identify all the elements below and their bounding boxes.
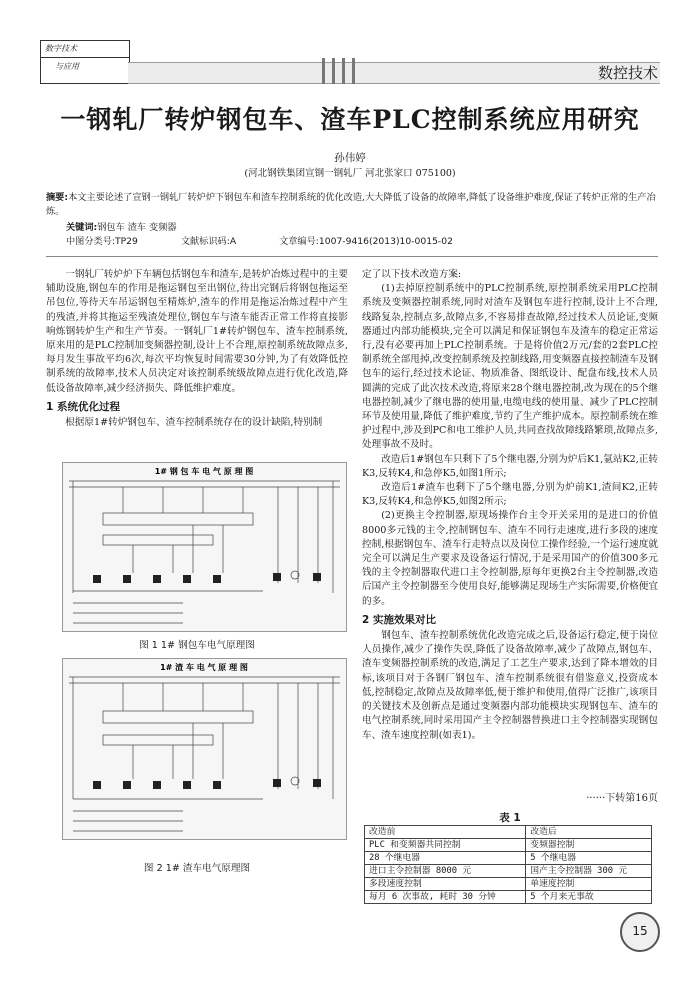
table-cell: 变频器控制	[526, 839, 652, 852]
table-cell: 单速度控制	[526, 878, 652, 891]
figure-2	[62, 658, 347, 840]
table-cell: 5 个月来无事故	[526, 891, 652, 904]
table-cell: 多段速度控制	[365, 878, 526, 891]
table-1	[364, 825, 652, 904]
figure-2-caption: 图 2 1# 渣车电气原理图	[143, 863, 251, 874]
affiliation: (河北钢铁集团宣钢一钢轧厂 河北张家口 075100)	[244, 168, 456, 179]
table-cell: 进口主令控制器 8000 元	[365, 865, 526, 878]
table-row	[365, 839, 652, 852]
figure-1	[62, 462, 347, 632]
figure-1-schematic	[63, 463, 346, 631]
abstract	[46, 191, 658, 218]
author: 孙伟婷	[334, 152, 366, 164]
right-paragraph-1: 定了以下技术改造方案:	[362, 269, 462, 280]
table-header-row	[365, 826, 652, 839]
table-row	[365, 891, 652, 904]
table-cell: 每月 6 次事故, 耗时 30 分钟	[365, 891, 526, 904]
table-cell: 5 个继电器	[526, 852, 652, 865]
section-1-heading: 1 系统优化过程	[46, 400, 120, 413]
header-tick	[352, 58, 355, 84]
section-2-heading: 2 实施效果对比	[362, 613, 436, 626]
table-1-caption: 表 1	[499, 812, 521, 824]
figure-1-title: 1# 钢 包 车 电 气 原 理 图	[154, 467, 254, 476]
table-cell: 国产主令控制器 300 元	[526, 865, 652, 878]
continued-note: ······下转第16页	[586, 793, 658, 804]
classification-line	[66, 233, 493, 247]
header-tick	[342, 58, 345, 84]
document-code: 文献标识码:A	[180, 236, 237, 247]
paper-title: 一钢轧厂转炉钢包车、渣车PLC控制系统应用研究	[60, 105, 640, 134]
right-paragraph-3: 改造后1#钢包车只剩下了5个继电器,分别为炉后K1,氩站K2,正转K3,反转K4,和急停K5,如图1所示;	[362, 453, 658, 479]
right-paragraph-5: (2)更换主令控制器,原现场操作台主令开关采用的是进口的价值8000多元钱的主令,控制钢包车、渣车不同行走速度,进行多段的速度控制,根据钢包车、渣车行走特点以及岗位工操作经验,一个运行速度就完全可以满足生产要求及设备运行情况,于是采用国产的价值300多元钱的主令控制器取代进口主令控制器,原每年更换2台主令控制器,改造后国产主令控制器至今使用良好,能够满足现场生产实际需要,价格便宜的多。	[362, 510, 658, 607]
journal-logo	[40, 40, 130, 84]
logo-line-1: 数字技术	[45, 44, 77, 53]
classification-number: 中图分类号:TP29	[66, 236, 138, 247]
header-bar	[128, 62, 660, 84]
section-1-paragraph: 根据原1#转炉钢包车、渣车控制系统存在的设计缺陷,特别制	[65, 417, 323, 429]
table-cell: PLC 和变频器共同控制	[365, 839, 526, 852]
logo-line-2: 与应用	[55, 62, 79, 71]
table-cell: 28 个继电器	[365, 852, 526, 865]
right-paragraph-6: 钢包车、渣车控制系统优化改造完成之后,设备运行稳定,便于岗位人员操作,减少了操作失误,降低了设备故障率,减少了故障点,钢包车、渣车变频器控制系统的改造,满足了工艺生产要求,达到了降本增效的目标,该项目对于各钢厂钢包车、渣车控制系统很有借鉴意义,投资成本低,控制稳定,故障点及故障率低,便于维护和使用,值得广泛推广,该项目的关键技术及创新点是通过变频器内部功能模块实现钢包车、渣车的电气控制系统,同时采用国产主令控制器替换进口主令控制器实现钢包车、渣车速度控制(如表1)。	[362, 630, 658, 741]
page-number-badge	[620, 912, 660, 952]
keywords-label: 关键词:	[66, 222, 98, 233]
figure-2-title: 1# 渣 车 电 气 原 理 图	[160, 663, 248, 672]
right-column	[362, 268, 658, 743]
table-row	[365, 865, 652, 878]
header-tick	[332, 58, 335, 84]
right-paragraph-2: (1)去掉原控制系统中的PLC控制系统,原控制系统采用PLC控制系统及变频器控制系统,同时对渣车及钢包车进行控制,设计上不合理,线路复杂,控制点多,故障点多,不容易排查故障,经过技术人员论证,变频器通过内部功能模块,完全可以满足和保证钢包车及渣车的稳定正常运行,没有必要再加上PLC控制系统。于是将价值2万元/套的2套PLC控制系统全部甩掉,改变控制系统及控制线路,用变频器直接控制渣车及钢包车的运行,经过技术论证、物质准备、图纸设计、配盘布线,技术人员圆满的完成了此次技术改造,将原来28个继电器控制,改为现在的5个继电器控制,减少了继电器的使用量,电缆电线的使用量、减少了PLC控制环节及使用量,降低了维护难度,节约了生产维护成本。原控制系统在维护过程中,涉及到PC和电工维护人员,共同查找故障线路繁琐,故障点多,处理事故不及时。	[362, 283, 658, 451]
left-column	[46, 268, 348, 430]
article-number: 文章编号:1007-9416(2013)10-0015-02	[279, 236, 453, 247]
intro-paragraph: 一钢轧厂转炉炉下车辆包括钢包车和渣车,是转炉冶炼过程中的主要辅助设施,钢包车的作用是拖运钢包至出钢位,待出完钢后将钢包拖运至吊包位,等待天车吊运钢包至精炼炉,渣车的作用是拖运冶炼过程中产生的残渣,并将其拖运至残渣处理位,钢包车与渣车能否正常工作将直接影响炼钢转炉生产和生产节奏。一钢轧厂1#转炉钢包车、渣车控制系统,原来用的是PLC控制加变频器控制,设计上不合理,原控制系统故障点多,每月发生事故平均6次,每次平均恢复时间需要30分钟,为了有效降低控制系统的故障率,技术人员决定对该控制系统级故障点进行优化改造,降低设备故障率,减少经济损失、降低维护难度。	[46, 269, 348, 394]
table-header-cell: 改造后	[526, 826, 652, 839]
table-row	[365, 878, 652, 891]
figure-1-caption: 图 1 1# 钢包车电气原理图	[139, 640, 255, 651]
table-header-cell: 改造前	[365, 826, 526, 839]
figure-2-schematic	[63, 659, 346, 839]
keywords	[66, 219, 177, 233]
keywords-text: 钢包车 渣车 变频器	[97, 222, 177, 233]
right-paragraph-4: 改造后1#渣车也剩下了5个继电器,分别为炉前K1,渣间K2,正转K3,反转K4,和急停K5,如图2所示;	[362, 482, 658, 508]
abstract-label: 摘要:	[46, 192, 69, 203]
page-number: 15	[632, 924, 648, 938]
table-row	[365, 852, 652, 865]
abstract-text: 本文主要论述了宣钢一钢轧厂转炉炉下钢包车和渣车控制系统的优化改造,大大降低了设备的故障率,降低了设备维护难度,保证了转炉正常的生产冶炼。	[46, 192, 656, 217]
section-title: 数控技术	[597, 64, 658, 82]
header-tick	[322, 58, 325, 84]
divider	[46, 256, 658, 257]
